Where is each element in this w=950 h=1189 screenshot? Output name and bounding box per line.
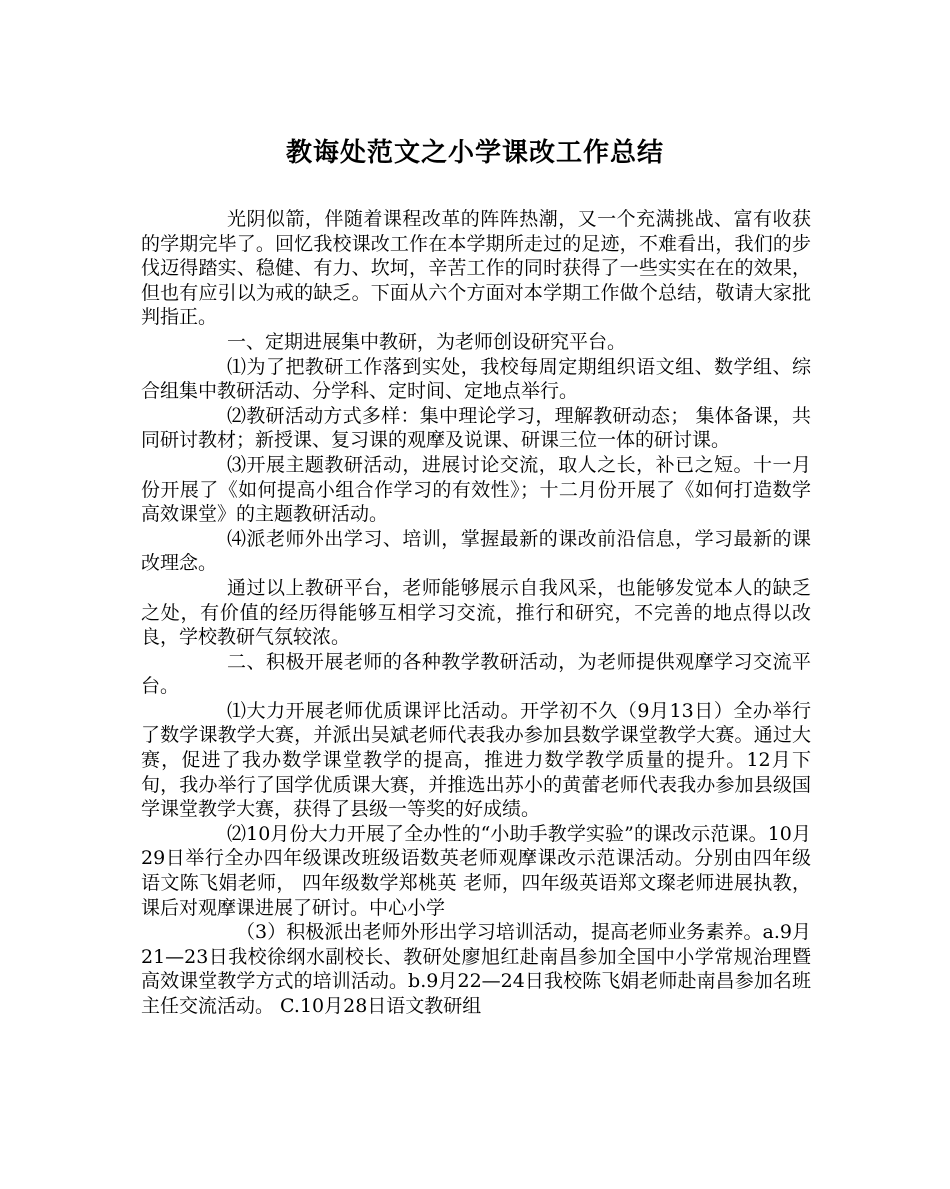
paragraph-item-1-2: ⑵教研活动方式多样：集中理论学习，理解教研动态； 集体备课，共同研讨教材；新授课、复习课的观摩及说课、研课三位一体的研讨课。 [141,404,811,452]
paragraph-section-heading-1: 一、定期进展集中教研，为老师创设研究平台。 [227,330,627,353]
document-body [141,207,811,1019]
paragraph-summary-1: 通过以上教研平台，老师能够展示自我风采，也能够发觉本人的缺乏之处，有价值的经历得能够互相学习交流，推行和研究，不完善的地点得以改良，学校教研气氛较浓。 [141,576,811,649]
paragraph-item-1-3: ⑶开展主题教研活动，进展讨论交流，取人之长，补已之短。十一月份开展了《如何提高小组合作学习的有效性》；十二月份开展了《如何打造数学高效课堂》的主题教研活动。 [141,453,811,526]
paragraph-item-2-3: （3）积极派出老师外形出学习培训活动，提高老师业务素养。a.9月21—23日我校徐纲水副校长、教研处廖旭红赴南昌参加全国中小学常规治理暨高效课堂教学方式的培训活动。b.9月22—24日我校陈飞娟老师赴南昌参加名班主任交流活动。 C.10月28日语文教研组 [141,921,811,1017]
document-title: 教诲处范文之小学课改工作总结 [285,138,664,168]
paragraph-item-2-1: ⑴大力开展老师优质课评比活动。开学初不久（9月13日）全办举行了数学课教学大赛，并派出吴斌老师代表我办参加县数学课堂教学大赛。通过大赛，促进了我办数学课堂教学的提高，推进力数学教学质量的提升。12月下旬，我办举行了国学优质课大赛，并推选出苏小的黄蕾老师代表我办参加县级国学课堂教学大赛，获得了县级一等奖的好成绩。 [141,699,811,821]
paragraph-section-heading-2: 二、积极开展老师的各种教学教研活动，为老师提供观摩学习交流平台。 [141,650,811,698]
paragraph-intro: 光阴似箭，伴随着课程改革的阵阵热潮，又一个充满挑战、富有收获的学期完毕了。回忆我校课改工作在本学期所走过的足迹，不难看出，我们的步伐迈得踏实、稳健、有力、坎坷，辛苦工作的同时获得了一些实实在在的效果，但也有应引以为戒的缺乏。下面从六个方面对本学期工作做个总结，敬请大家批判指正。 [141,208,811,329]
paragraph-item-2-2: ⑵10月份大力开展了全办性的“小助手教学实验”的课改示范课。10月29日举行全办四年级课改班级语数英老师观摩课改示范课活动。分别由四年级语文陈飞娟老师， 四年级数学郑桃英 老师，四年级英语郑文璨老师进展执教，课后对观摩课进展了研讨。中心小学 [141,822,811,919]
paragraph-item-1-4: ⑷派老师外出学习、培训，掌握最新的课改前沿信息，学习最新的课改理念。 [141,527,811,575]
paragraph-item-1-1: ⑴为了把教研工作落到实处，我校每周定期组织语文组、数学组、综合组集中教研活动、分学科、定时间、定地点举行。 [141,355,811,403]
